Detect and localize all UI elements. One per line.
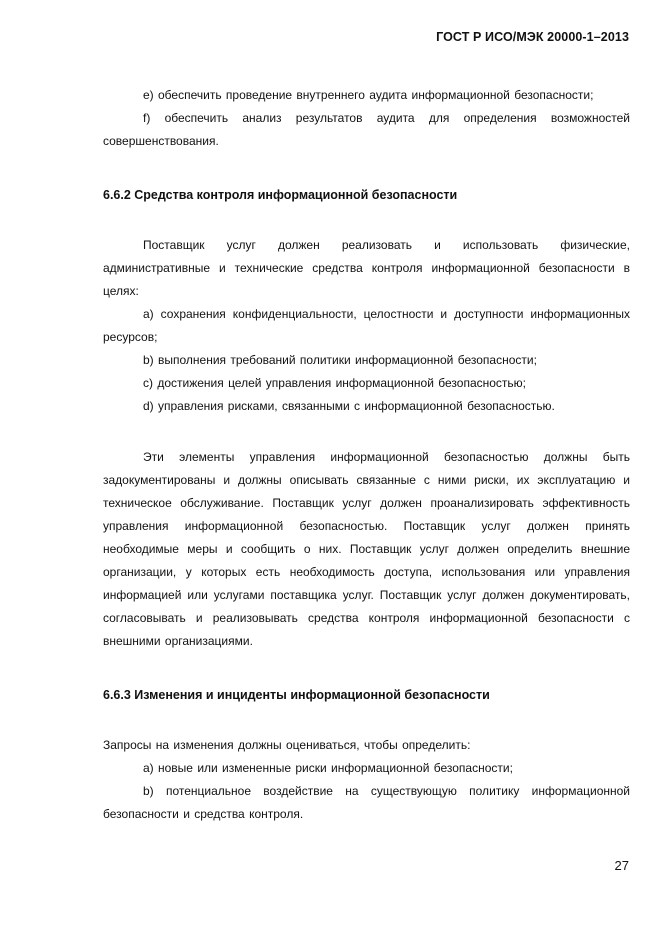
list-item: b) выполнения требований политики информационной безопасности; [143,353,537,367]
page-content [103,84,630,826]
page-header-standard-code: ГОСТ Р ИСО/МЭК 20000-1–2013 [436,30,629,44]
section-6-6-2-paragraph: Эти элементы управления информационной безопасностью должны быть задокументированы и должны описывать связанные с ними риски, их эксплуатацию и техническое обслуживание. Поставщик услуг должен проанализировать эффективность управления информационной безопасностью. Поставщик услуг должен принять необходимые меры и сообщить о них. Поставщик услуг должен определить внешние организации, у которых есть необходимость доступа, использования или управления информацией или услугами поставщика услуг. Поставщик услуг должен документировать, согласовывать и реализовывать средства контроля информационной безопасности с внешними организациями. [103,450,630,648]
list-item: с) достижения целей управления информационной безопасностью; [143,376,527,390]
list-item-e: е) обеспечить проведение внутреннего аудита информационной безопасности; [143,88,594,102]
list-item-f: f) обеспечить анализ результатов аудита для определения возможностей совершенствования. [103,111,630,148]
list-item: b) потенциальное воздействие на существующую политику информационной безопасности и средства контроля. [103,784,630,821]
list-item: а) новые или измененные риски информационной безопасности; [143,761,513,775]
section-heading-6-6-2: 6.6.2 Средства контроля информационной безопасности [103,188,458,202]
list-item: а) сохранения конфиденциальности, целостности и доступности информационных ресурсов; [103,307,630,344]
page-number: 27 [614,858,629,873]
section-heading-6-6-3: 6.6.3 Изменения и инциденты информационной безопасности [103,688,490,702]
section-6-6-2-intro: Поставщик услуг должен реализовать и использовать физические, административные и технические средства контроля информационной безопасности в целях: [103,238,630,298]
list-item: d) управления рисками, связанными с информационной безопасностью. [143,399,555,413]
section-6-6-3-intro: Запросы на изменения должны оцениваться, чтобы определить: [103,738,471,752]
